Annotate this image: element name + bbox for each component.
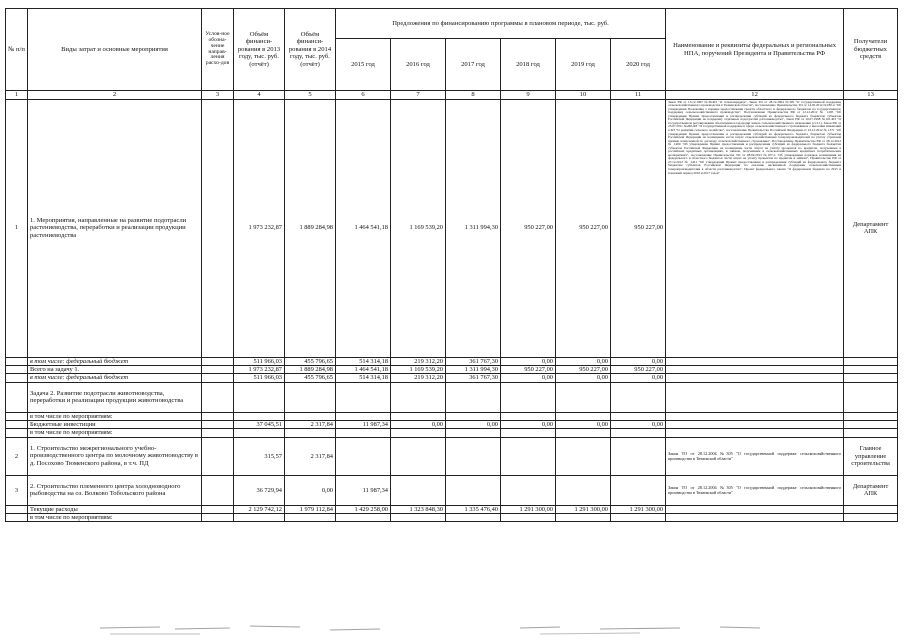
value-2017: 1 311 994,30 <box>446 99 501 357</box>
header-year: 2020 год <box>611 39 666 91</box>
value-2014: 2 317,84 <box>285 437 336 475</box>
table-row <box>6 357 898 365</box>
table-row <box>6 99 898 357</box>
value-2019: 0,00 <box>556 357 611 365</box>
row-label: в том числе по мероприятиям: <box>28 429 202 437</box>
value-2015: 514 314,18 <box>336 357 391 365</box>
budget-table <box>5 8 898 522</box>
table-row <box>6 514 898 522</box>
value-2013: 1 973 232,87 <box>234 365 285 373</box>
value-2015: 514 314,18 <box>336 374 391 382</box>
value-2014: 1 979 112,84 <box>285 505 336 513</box>
value-2014: 455 796,65 <box>285 357 336 365</box>
value-2018: 1 291 300,00 <box>501 505 556 513</box>
header-2014: Объём финанси-рования в 2014 году, тыс. руб. (отчёт) <box>285 9 336 91</box>
column-number: 4 <box>234 91 285 100</box>
value-2018: 0,00 <box>501 421 556 429</box>
row-label: Бюджетные инвестиции <box>28 421 202 429</box>
table-row <box>6 382 898 412</box>
value-2013: 36 729,94 <box>234 475 285 505</box>
value-2017: 1 311 994,30 <box>446 365 501 373</box>
table-row <box>6 412 898 420</box>
value-2017: 0,00 <box>446 421 501 429</box>
value-2014: 0,00 <box>285 475 336 505</box>
value-2013: 511 966,03 <box>234 374 285 382</box>
header-num: № п/п <box>6 9 28 91</box>
value-2018: 0,00 <box>501 357 556 365</box>
column-number: 11 <box>611 91 666 100</box>
value-2016: 1 323 848,30 <box>391 505 446 513</box>
value-2015: 11 987,34 <box>336 421 391 429</box>
value-2016: 1 169 539,20 <box>391 99 446 357</box>
value-2017: 361 767,30 <box>446 357 501 365</box>
table-row <box>6 374 898 382</box>
column-number: 3 <box>202 91 234 100</box>
legal-reference: Закон ТО от 28.12.2004 №305 "О государственной поддержке сельскохозяйственного производства в Тюменской области" <box>666 437 844 475</box>
header-year: 2018 год <box>501 39 556 91</box>
value-2018: 950 227,00 <box>501 365 556 373</box>
row-label: в том числе по мероприятиям: <box>28 412 202 420</box>
value-2016: 0,00 <box>391 421 446 429</box>
value-2019: 1 291 300,00 <box>556 505 611 513</box>
header-year: 2015 год <box>336 39 391 91</box>
value-2019: 0,00 <box>556 421 611 429</box>
row-label: Всего на задачу 1. <box>28 365 202 373</box>
task-title: Задача 2. Развитие подотрасли животноводства, переработки и реализации продукции животноводства <box>28 382 202 412</box>
table-row <box>6 437 898 475</box>
value-2015: 1 464 541,18 <box>336 99 391 357</box>
value-2015: 1 429 258,00 <box>336 505 391 513</box>
value-2020: 950 227,00 <box>611 99 666 357</box>
column-number-row <box>6 91 898 100</box>
value-2014: 1 889 284,98 <box>285 365 336 373</box>
column-number: 12 <box>666 91 844 100</box>
recipient: Департамент АПК <box>844 99 898 357</box>
value-2020: 0,00 <box>611 374 666 382</box>
table-row <box>6 429 898 437</box>
row-label: в том числе: федеральный бюджет <box>28 374 202 382</box>
column-number: 7 <box>391 91 446 100</box>
value-2018: 950 227,00 <box>501 99 556 357</box>
value-2016: 219 312,20 <box>391 374 446 382</box>
header-offers: Предложения по финансированию программы в плановом периоде, тыс. руб. <box>336 9 666 39</box>
column-number: 1 <box>6 91 28 100</box>
value-2019: 0,00 <box>556 374 611 382</box>
value-2013: 511 966,03 <box>234 357 285 365</box>
legal-reference: Закон ТО от 28.12.2004 №305 "О государственной поддержке сельскохозяйственного производства в Тюменской области" <box>666 475 844 505</box>
header-2013: Объём финанси-рования в 2013 году, тыс. руб. (отчёт) <box>234 9 285 91</box>
column-number: 6 <box>336 91 391 100</box>
column-number: 9 <box>501 91 556 100</box>
header-year: 2019 год <box>556 39 611 91</box>
value-2019: 950 227,00 <box>556 99 611 357</box>
column-number: 2 <box>28 91 202 100</box>
header-year: 2017 год <box>446 39 501 91</box>
value-2020: 0,00 <box>611 357 666 365</box>
value-2013: 37 045,51 <box>234 421 285 429</box>
header-code: Услов-ное обозна-чение направ-ления расхо-дов <box>202 9 234 91</box>
activity-name: 1. Строительство межрегионального учебно-производственного центра по молочному животноводству в д. Посохово Тюменского района, в т.ч. ПД <box>28 437 202 475</box>
value-2016: 219 312,20 <box>391 357 446 365</box>
table-row <box>6 421 898 429</box>
row-label: Текущие расходы <box>28 505 202 513</box>
legal-reference: Закон РФ от 13.12.1997 №36-ФЗ "О сельхозкредите", Закон ТО от 28.12.2004 №305 "О государственной поддержке сельскохозяйственного производства в Тюменской области", постановление Правительства ТО от 14.05.2012 №180-п "Об утверждении Положения о порядке предоставления средств областного и федерального бюджетов на государственную поддержку сельскохозяйственного производства", Постановление Правительства РФ от 12.12.2012 № 1295 "Об утверждении Правил предоставления и распределения субсидий из федерального бюджета бюджетам субъектов Российской Федерации на поддержку отдельных подотраслей растениеводства", закон РФ от 16.07.1998 №101-ФЗ "О государственном регулировании обеспечения плодородия земель сельскохозяйственного назначения (ст.3.1), Закон РФ от 25.07.2011 №260-ФЗ "О государственной поддержке в сфере сельскохозяйственного страхования и о внесении изменений в ФЗ "О развитии сельского хозяйства", постановление Правительства Российской Федерации от 23.12.2012 № 1371 "Об утверждении Правил предоставления и распределения субсидий из федерального бюджета бюджетам субъектов Российской Федерации на возмещение части затрат сельскохозяйственных товаропроизводителей на уплату страховой премии, начисленной по договору сельскохозяйственного страхования", Постановление Правительства РФ от 28.12.2012 № 1460 "Об утверждении Правил предоставления и распределения субсидий из федерального бюджета бюджетам субъектов Российской Федерации на возмещение части затрат на уплату процентов по кредитам, полученным в российских кредитных организациях, и займам, полученным в сельскохозяйственных кредитных потребительских кооперативах", постановление Правительства ТО от 08.04.2013 №107-п "Об утверждении порядков возмещения из федерального и областного бюджетов части затрат на уплату процентов по кредитам и займам", Правительства РФ от 27.12.2012 № 1431 "Об утверждении Правил предоставления и распределения субсидий из федерального бюджета бюджетам субъектов Российской Федерации на оказание несвязанной поддержки сельскохозяйственным товаропроизводителям в области растениеводства", Проект федерального закона "О федеральном бюджете на 2015 и плановый период 2016 и 2017 годов" <box>666 99 844 357</box>
table-row <box>6 505 898 513</box>
header-recipient: Получатели бюджетных средств <box>844 9 898 91</box>
value-2014: 1 889 284,98 <box>285 99 336 357</box>
value-2017: 361 767,30 <box>446 374 501 382</box>
recipient: Главное управление строительства <box>844 437 898 475</box>
value-2015: 1 464 541,18 <box>336 365 391 373</box>
value-2018: 0,00 <box>501 374 556 382</box>
value-2013: 315,57 <box>234 437 285 475</box>
row-label: в том числе по мероприятиям: <box>28 514 202 522</box>
column-number: 10 <box>556 91 611 100</box>
value-2017: 1 335 476,40 <box>446 505 501 513</box>
header-name: Виды затрат и основные мероприятия <box>28 9 202 91</box>
column-number: 5 <box>285 91 336 100</box>
value-2015: 11 987,34 <box>336 475 391 505</box>
scan-artifacts <box>0 616 905 640</box>
value-2020: 1 291 300,00 <box>611 505 666 513</box>
value-2014: 455 796,65 <box>285 374 336 382</box>
column-number: 13 <box>844 91 898 100</box>
recipient: Департамент АПК <box>844 475 898 505</box>
header-npa: Наименование и реквизиты федеральных и региональных НПА, поручений Президента и Правительства РФ <box>666 9 844 91</box>
header-year: 2016 год <box>391 39 446 91</box>
table-row <box>6 475 898 505</box>
value-2013: 2 129 742,12 <box>234 505 285 513</box>
row-number: 3 <box>6 475 28 505</box>
value-2014: 2 317,84 <box>285 421 336 429</box>
row-number: 2 <box>6 437 28 475</box>
column-number: 8 <box>446 91 501 100</box>
code-cell <box>202 99 234 357</box>
activity-name: 1. Мероприятия, направленные на развитие подотрасли растениеводства, переработки и реализации продукции растениеводства <box>28 99 202 357</box>
table-row <box>6 365 898 373</box>
value-2020: 950 227,00 <box>611 365 666 373</box>
value-2013: 1 973 232,87 <box>234 99 285 357</box>
row-number: 1 <box>6 99 28 357</box>
value-2019: 950 227,00 <box>556 365 611 373</box>
activity-name: 2. Строительство племенного центра холодноводного рыбоводства на оз. Волково Тобольского района <box>28 475 202 505</box>
row-label: в том числе: федеральный бюджет <box>28 357 202 365</box>
value-2016: 1 169 539,20 <box>391 365 446 373</box>
value-2020: 0,00 <box>611 421 666 429</box>
